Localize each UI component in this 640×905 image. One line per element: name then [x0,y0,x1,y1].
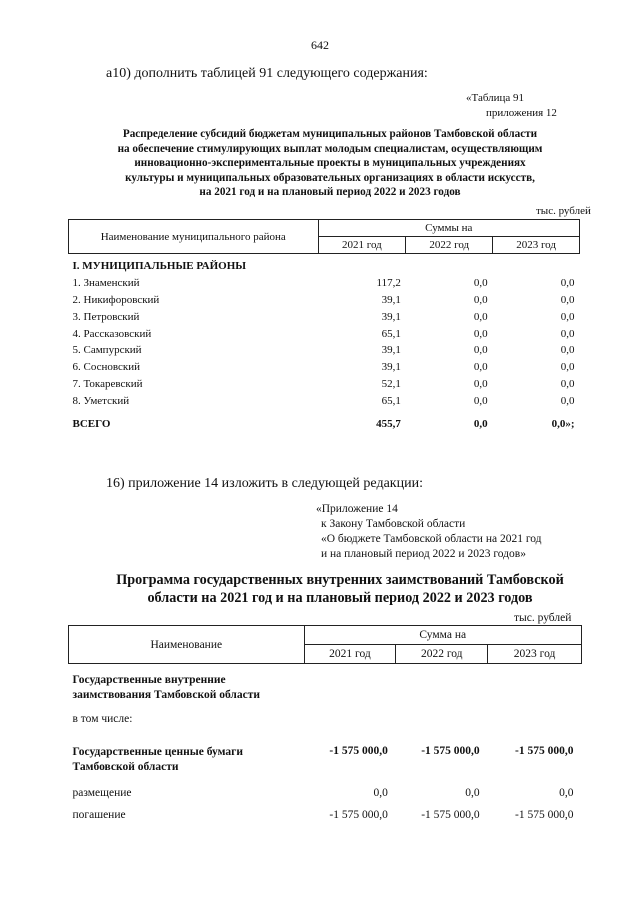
row-label: Государственные внутренние заимствования Тамбовской области [72,674,260,701]
value-2022: 0,0 [473,344,488,357]
value-2023: 0,0 [560,277,575,290]
value-2022: -1 575 000,0 [421,809,480,821]
table-row [69,376,580,393]
value-2021: 117,2 [376,277,401,290]
units-label: тыс. рублей [514,612,572,624]
table-row [69,735,582,781]
borrowing-table [68,625,582,827]
table-row [69,275,580,292]
value-2022 [396,664,488,710]
total-label: ВСЕГО [72,417,111,430]
row-label: погашение [72,809,126,821]
table-ref-line: «Таблица 91 [466,92,525,104]
header-year: 2022 год [396,645,488,664]
header-year: 2021 год [304,645,396,664]
value-2023: 0,0 [560,293,575,306]
value-2021: 52,1 [381,377,401,390]
total-row [69,409,580,432]
value-2022: 0,0 [473,310,488,323]
subsidy-table [68,219,580,432]
value-2023: -1 575 000,0 [515,745,574,757]
header-year: 2023 год [493,237,580,254]
title-line: Программа государственных внутренних заимствований Тамбовской [116,572,564,588]
district-name: 5. Сампурский [72,344,142,357]
appendix-reference [316,502,542,562]
value-2022: 0,0 [473,327,488,340]
total-2021: 455,7 [376,417,401,430]
value-2021: 39,1 [381,361,401,374]
appendix-line: к Закону Тамбовской области [321,518,466,530]
header-year: 2022 год [406,237,493,254]
title-line: инновационно-экспериментальные проекты в муниципальных учреждениях [134,157,526,169]
instruction-a10: а10) дополнить таблицей 91 следующего содержания: [106,66,428,81]
value-2022: -1 575 000,0 [421,745,480,757]
value-2023: 0,0 [560,394,575,407]
value-2023: 0,0 [560,344,575,357]
header-year: 2021 год [318,237,406,254]
table-row [69,781,582,805]
value-2021: 0,0 [373,787,388,799]
table-row [69,805,582,827]
total-2023: 0,0»; [551,417,575,430]
table-91-title [60,127,600,200]
district-name: 7. Токаревский [72,377,143,390]
header-sum: Суммы на [318,220,580,237]
value-2021 [304,709,396,735]
value-2022: 0,0 [473,293,488,306]
appendix-line: «О бюджете Тамбовской области на 2021 год [321,533,542,545]
value-2021: -1 575 000,0 [329,745,388,757]
district-name: 4. Рассказовский [72,327,152,340]
title-line: на 2021 год и на плановый период 2022 и 2023 годов [199,186,461,198]
district-name: 3. Петровский [72,310,140,323]
units-label: тыс. рублей [536,205,591,217]
appendix-line: «Приложение 14 [316,503,398,515]
row-label: Государственные ценные бумаги Тамбовской области [72,746,243,773]
title-line: Распределение субсидий бюджетам муниципальных районов Тамбовской области [122,128,538,140]
value-2021: 39,1 [381,310,401,323]
appendix-line: и на плановый период 2022 и 2023 годов» [321,548,526,560]
value-2023: 0,0 [560,361,575,374]
title-line: культуры и муниципальных образовательных организациях в области искусств, [125,171,535,184]
value-2021: -1 575 000,0 [329,809,388,821]
value-2022: 0,0 [473,377,488,390]
section-heading: I. МУНИЦИПАЛЬНЫЕ РАЙОНЫ [72,260,247,273]
value-2023: 0,0 [560,327,575,340]
header-sum: Сумма на [304,626,581,645]
table-row [69,342,580,359]
header-name: Наименование муниципального района [69,220,319,254]
value-2021: 65,1 [381,327,401,340]
table-row [69,664,582,710]
value-2021: 39,1 [381,344,401,357]
district-name: 1. Знаменский [72,277,140,290]
value-2022: 0,0 [473,277,488,290]
table-row [69,325,580,342]
page-number: 642 [311,38,329,52]
value-2023 [488,709,582,735]
total-2022: 0,0 [473,417,488,430]
district-name: 8. Уметский [72,394,130,407]
instruction-16: 16) приложение 14 изложить в следующей редакции: [106,476,423,491]
table-row [69,308,580,325]
title-line: области на 2021 год и на плановый период 2022 и 2023 годов [147,590,533,606]
district-name: 6. Сосновский [72,361,141,374]
value-2023: 0,0 [560,310,575,323]
value-2022: 0,0 [473,394,488,407]
value-2021: 65,1 [381,394,401,407]
value-2023: -1 575 000,0 [515,809,574,821]
value-2022 [396,709,488,735]
value-2022: 0,0 [465,787,480,799]
header-name: Наименование [69,626,305,664]
program-title [60,571,620,607]
title-line: на обеспечение стимулирующих выплат молодым специалистам, осуществляющим [117,142,543,155]
table-row [69,392,580,409]
header-year: 2023 год [488,645,582,664]
value-2023: 0,0 [560,377,575,390]
district-name: 2. Никифоровский [72,293,160,306]
value-2023: 0,0 [559,787,574,799]
table-row [69,709,582,735]
value-2021 [304,664,396,710]
table-row [69,292,580,309]
row-label: в том числе: [72,713,133,725]
value-2022: 0,0 [473,361,488,374]
value-2023 [488,664,582,710]
table-ref-appendix: приложения 12 [486,107,557,119]
table-row [69,359,580,376]
value-2021: 39,1 [381,293,401,306]
row-label: размещение [72,787,132,799]
